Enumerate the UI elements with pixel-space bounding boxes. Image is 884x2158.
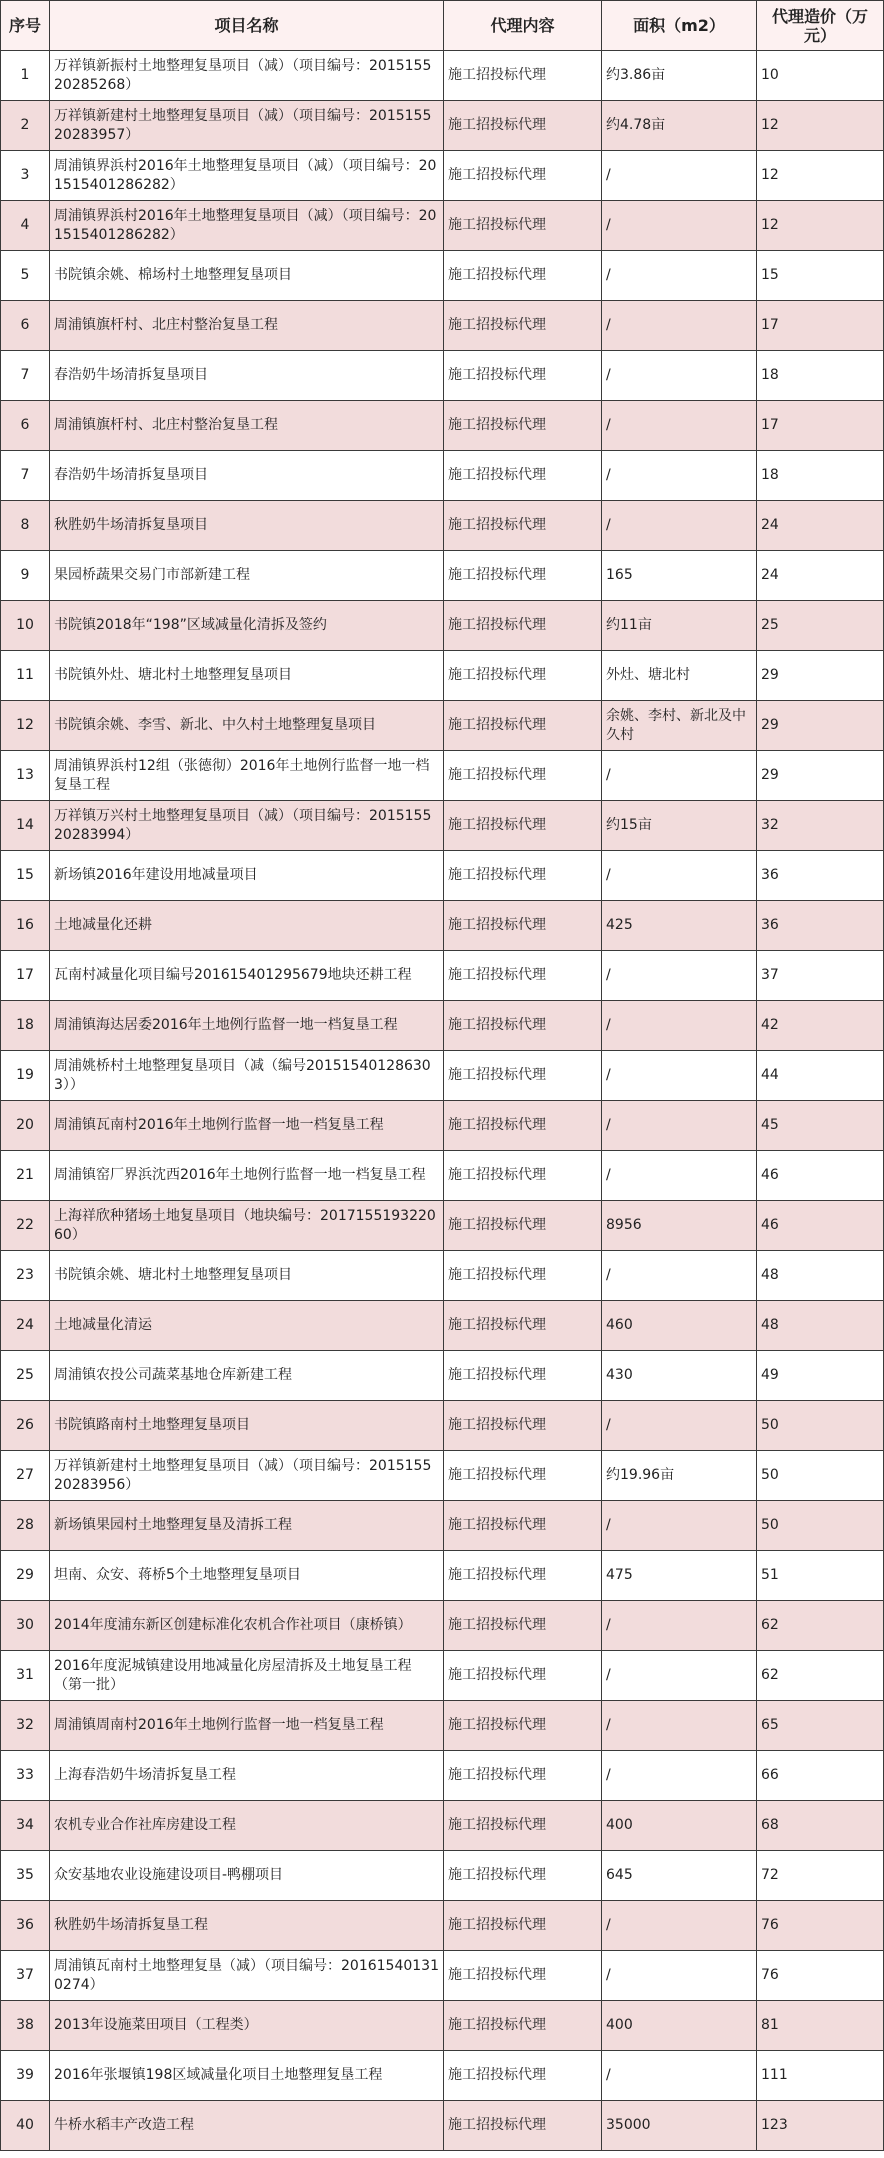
- row-index: 10: [1, 601, 50, 651]
- agency-content: 施工招投标代理: [444, 351, 602, 401]
- agency-cost: 65: [757, 1701, 884, 1751]
- project-name: 秋胜奶牛场清拆复垦工程: [50, 1901, 444, 1951]
- agency-content: 施工招投标代理: [444, 1751, 602, 1801]
- project-name: 坦南、众安、蒋桥5个土地整理复垦项目: [50, 1551, 444, 1601]
- area: 400: [602, 2001, 757, 2051]
- project-name: 2016年度泥城镇建设用地减量化房屋清拆及土地复垦工程（第一批）: [50, 1651, 444, 1701]
- project-name: 周浦镇瓦南村2016年土地例行监督一地一档复垦工程: [50, 1101, 444, 1151]
- agency-cost: 66: [757, 1751, 884, 1801]
- table-row: [1, 801, 884, 851]
- row-index: 5: [1, 251, 50, 301]
- project-name: 春浩奶牛场清拆复垦项目: [50, 351, 444, 401]
- project-name: 书院镇余姚、塘北村土地整理复垦项目: [50, 1251, 444, 1301]
- table-row: [1, 2001, 884, 2051]
- agency-cost: 76: [757, 1951, 884, 2001]
- table-row: [1, 201, 884, 251]
- project-name: 2013年设施菜田项目（工程类）: [50, 2001, 444, 2051]
- row-index: 23: [1, 1251, 50, 1301]
- project-name: 2016年张堰镇198区域减量化项目土地整理复垦工程: [50, 2051, 444, 2101]
- agency-cost: 51: [757, 1551, 884, 1601]
- project-name: 书院镇余姚、李雪、新北、中久村土地整理复垦项目: [50, 701, 444, 751]
- project-name: 万祥镇新建村土地整理复垦项目（减）（项目编号：201515520283956）: [50, 1451, 444, 1501]
- row-index: 32: [1, 1701, 50, 1751]
- area: /: [602, 301, 757, 351]
- table-row: [1, 1001, 884, 1051]
- agency-cost: 15: [757, 251, 884, 301]
- table-row: [1, 451, 884, 501]
- agency-content: 施工招投标代理: [444, 251, 602, 301]
- table-row: [1, 251, 884, 301]
- table-row: [1, 1051, 884, 1101]
- area: /: [602, 1751, 757, 1801]
- agency-content: 施工招投标代理: [444, 1451, 602, 1501]
- agency-content: 施工招投标代理: [444, 701, 602, 751]
- project-name: 周浦镇周南村2016年土地例行监督一地一档复垦工程: [50, 1701, 444, 1751]
- row-index: 28: [1, 1501, 50, 1551]
- agency-content: 施工招投标代理: [444, 551, 602, 601]
- area: 约11亩: [602, 601, 757, 651]
- area: 约15亩: [602, 801, 757, 851]
- table-row: [1, 1951, 884, 2001]
- row-index: 39: [1, 2051, 50, 2101]
- project-name: 2014年度浦东新区创建标准化农机合作社项目（康桥镇）: [50, 1601, 444, 1651]
- area: /: [602, 751, 757, 801]
- table-body: [1, 51, 884, 2151]
- table-row: [1, 1901, 884, 1951]
- table-row: [1, 101, 884, 151]
- area: 460: [602, 1301, 757, 1351]
- row-index: 29: [1, 1551, 50, 1601]
- table-row: [1, 1701, 884, 1751]
- project-name: 果园桥蔬果交易门市部新建工程: [50, 551, 444, 601]
- table-row: [1, 1851, 884, 1901]
- project-name: 上海祥欣种猪场土地复垦项目（地块编号：201715519322060）: [50, 1201, 444, 1251]
- table-row: [1, 351, 884, 401]
- table-row: [1, 1651, 884, 1701]
- agency-cost: 46: [757, 1201, 884, 1251]
- table-row: [1, 1351, 884, 1401]
- agency-content: 施工招投标代理: [444, 1351, 602, 1401]
- area: /: [602, 1601, 757, 1651]
- area: /: [602, 1001, 757, 1051]
- row-index: 37: [1, 1951, 50, 2001]
- area: /: [602, 501, 757, 551]
- agency-content: 施工招投标代理: [444, 1101, 602, 1151]
- row-index: 4: [1, 201, 50, 251]
- table-row: [1, 1301, 884, 1351]
- agency-cost: 17: [757, 301, 884, 351]
- table-row: [1, 1251, 884, 1301]
- row-index: 9: [1, 551, 50, 601]
- agency-cost: 10: [757, 51, 884, 101]
- table-row: [1, 551, 884, 601]
- row-index: 25: [1, 1351, 50, 1401]
- agency-cost: 24: [757, 551, 884, 601]
- row-index: 34: [1, 1801, 50, 1851]
- agency-content: 施工招投标代理: [444, 901, 602, 951]
- area: /: [602, 351, 757, 401]
- agency-cost: 17: [757, 401, 884, 451]
- area: 外灶、塘北村: [602, 651, 757, 701]
- row-index: 30: [1, 1601, 50, 1651]
- area: /: [602, 1151, 757, 1201]
- agency-content: 施工招投标代理: [444, 1651, 602, 1701]
- area: /: [602, 951, 757, 1001]
- project-name: 周浦镇界浜村2016年土地整理复垦项目（减）（项目编号：201515401286282）: [50, 151, 444, 201]
- area: 165: [602, 551, 757, 601]
- row-index: 11: [1, 651, 50, 701]
- row-index: 7: [1, 451, 50, 501]
- project-name: 众安基地农业设施建设项目-鸭棚项目: [50, 1851, 444, 1901]
- agency-content: 施工招投标代理: [444, 451, 602, 501]
- agency-content: 施工招投标代理: [444, 651, 602, 701]
- area: 余姚、李村、新北及中久村: [602, 701, 757, 751]
- row-index: 3: [1, 151, 50, 201]
- agency-cost: 36: [757, 851, 884, 901]
- agency-content: 施工招投标代理: [444, 301, 602, 351]
- row-index: 24: [1, 1301, 50, 1351]
- project-name: 周浦姚桥村土地整理复垦项目（减（编号201515401286303））: [50, 1051, 444, 1101]
- agency-cost: 62: [757, 1651, 884, 1701]
- agency-content: 施工招投标代理: [444, 201, 602, 251]
- agency-content: 施工招投标代理: [444, 801, 602, 851]
- row-index: 31: [1, 1651, 50, 1701]
- area: 约4.78亩: [602, 101, 757, 151]
- project-name: 周浦镇瓦南村土地整理复垦（减）（项目编号：201615401310274）: [50, 1951, 444, 2001]
- agency-cost: 12: [757, 101, 884, 151]
- agency-cost: 24: [757, 501, 884, 551]
- project-name: 万祥镇新建村土地整理复垦项目（减）（项目编号：201515520283957）: [50, 101, 444, 151]
- area: 400: [602, 1801, 757, 1851]
- table-row: [1, 1101, 884, 1151]
- agency-content: 施工招投标代理: [444, 2101, 602, 2151]
- area: /: [602, 451, 757, 501]
- agency-cost: 111: [757, 2051, 884, 2101]
- table-row: [1, 2051, 884, 2101]
- row-index: 13: [1, 751, 50, 801]
- row-index: 36: [1, 1901, 50, 1951]
- project-name: 万祥镇万兴村土地整理复垦项目（减）（项目编号：201515520283994）: [50, 801, 444, 851]
- area: 425: [602, 901, 757, 951]
- project-name: 书院镇2018年“198”区域减量化清拆及签约: [50, 601, 444, 651]
- agency-cost: 50: [757, 1401, 884, 1451]
- area: /: [602, 151, 757, 201]
- agency-cost: 50: [757, 1501, 884, 1551]
- area: /: [602, 1951, 757, 2001]
- project-name: 书院镇余姚、棉场村土地整理复垦项目: [50, 251, 444, 301]
- area: /: [602, 1651, 757, 1701]
- row-index: 17: [1, 951, 50, 1001]
- agency-cost: 48: [757, 1251, 884, 1301]
- agency-content: 施工招投标代理: [444, 1501, 602, 1551]
- row-index: 2: [1, 101, 50, 151]
- project-name: 周浦镇窑厂界浜沈西2016年土地例行监督一地一档复垦工程: [50, 1151, 444, 1201]
- area: /: [602, 851, 757, 901]
- agency-content: 施工招投标代理: [444, 751, 602, 801]
- row-index: 20: [1, 1101, 50, 1151]
- agency-cost: 29: [757, 751, 884, 801]
- row-index: 18: [1, 1001, 50, 1051]
- row-index: 27: [1, 1451, 50, 1501]
- project-name: 周浦镇界浜村12组（张德彻）2016年土地例行监督一地一档复垦工程: [50, 751, 444, 801]
- project-name: 周浦镇农投公司蔬菜基地仓库新建工程: [50, 1351, 444, 1401]
- row-index: 12: [1, 701, 50, 751]
- area: 约19.96亩: [602, 1451, 757, 1501]
- area: /: [602, 1901, 757, 1951]
- agency-content: 施工招投标代理: [444, 1901, 602, 1951]
- table-row: [1, 2101, 884, 2151]
- agency-content: 施工招投标代理: [444, 1851, 602, 1901]
- agency-content: 施工招投标代理: [444, 851, 602, 901]
- agency-cost: 49: [757, 1351, 884, 1401]
- agency-cost: 76: [757, 1901, 884, 1951]
- header-project-name: 项目名称: [50, 1, 444, 51]
- table-row: [1, 1501, 884, 1551]
- project-name: 秋胜奶牛场清拆复垦项目: [50, 501, 444, 551]
- area: /: [602, 1251, 757, 1301]
- row-index: 22: [1, 1201, 50, 1251]
- area: /: [602, 1701, 757, 1751]
- agency-cost: 62: [757, 1601, 884, 1651]
- agency-cost: 18: [757, 451, 884, 501]
- agency-cost: 32: [757, 801, 884, 851]
- table-row: [1, 851, 884, 901]
- project-name: 土地减量化还耕: [50, 901, 444, 951]
- row-index: 8: [1, 501, 50, 551]
- project-name: 牛桥水稻丰产改造工程: [50, 2101, 444, 2151]
- header-index: 序号: [1, 1, 50, 51]
- row-index: 14: [1, 801, 50, 851]
- area: /: [602, 1501, 757, 1551]
- agency-cost: 36: [757, 901, 884, 951]
- row-index: 21: [1, 1151, 50, 1201]
- table-row: [1, 1451, 884, 1501]
- agency-content: 施工招投标代理: [444, 401, 602, 451]
- table-row: [1, 1401, 884, 1451]
- project-name: 周浦镇旗杆村、北庄村整治复垦工程: [50, 301, 444, 351]
- agency-cost: 37: [757, 951, 884, 1001]
- row-index: 1: [1, 51, 50, 101]
- project-name: 瓦南村减量化项目编号201615401295679地块还耕工程: [50, 951, 444, 1001]
- agency-cost: 44: [757, 1051, 884, 1101]
- agency-content: 施工招投标代理: [444, 1051, 602, 1101]
- row-index: 40: [1, 2101, 50, 2151]
- project-name: 新场镇果园村土地整理复垦及清拆工程: [50, 1501, 444, 1551]
- table-row: [1, 51, 884, 101]
- area: /: [602, 2051, 757, 2101]
- table-row: [1, 301, 884, 351]
- table-row: [1, 651, 884, 701]
- table-row: [1, 1801, 884, 1851]
- header-area: 面积（m2）: [602, 1, 757, 51]
- agency-content: 施工招投标代理: [444, 1401, 602, 1451]
- agency-cost: 12: [757, 201, 884, 251]
- agency-content: 施工招投标代理: [444, 951, 602, 1001]
- agency-content: 施工招投标代理: [444, 601, 602, 651]
- project-name: 书院镇路南村土地整理复垦项目: [50, 1401, 444, 1451]
- row-index: 33: [1, 1751, 50, 1801]
- agency-content: 施工招投标代理: [444, 1251, 602, 1301]
- table-row: [1, 1151, 884, 1201]
- agency-content: 施工招投标代理: [444, 51, 602, 101]
- area: 475: [602, 1551, 757, 1601]
- agency-content: 施工招投标代理: [444, 1301, 602, 1351]
- row-index: 6: [1, 301, 50, 351]
- area: 8956: [602, 1201, 757, 1251]
- agency-cost: 72: [757, 1851, 884, 1901]
- agency-content: 施工招投标代理: [444, 2001, 602, 2051]
- project-name: 新场镇2016年建设用地减量项目: [50, 851, 444, 901]
- table-row: [1, 1201, 884, 1251]
- row-index: 19: [1, 1051, 50, 1101]
- agency-content: 施工招投标代理: [444, 151, 602, 201]
- agency-cost: 48: [757, 1301, 884, 1351]
- agency-cost: 45: [757, 1101, 884, 1151]
- agency-cost: 29: [757, 701, 884, 751]
- agency-content: 施工招投标代理: [444, 1801, 602, 1851]
- agency-cost: 46: [757, 1151, 884, 1201]
- project-name: 周浦镇海达居委2016年土地例行监督一地一档复垦工程: [50, 1001, 444, 1051]
- agency-content: 施工招投标代理: [444, 101, 602, 151]
- area: /: [602, 251, 757, 301]
- table-row: [1, 751, 884, 801]
- project-name: 书院镇外灶、塘北村土地整理复垦项目: [50, 651, 444, 701]
- area: /: [602, 401, 757, 451]
- project-name: 春浩奶牛场清拆复垦项目: [50, 451, 444, 501]
- agency-cost: 68: [757, 1801, 884, 1851]
- agency-content: 施工招投标代理: [444, 2051, 602, 2101]
- table-row: [1, 1751, 884, 1801]
- table-row: [1, 1551, 884, 1601]
- project-name: 农机专业合作社库房建设工程: [50, 1801, 444, 1851]
- agency-cost: 29: [757, 651, 884, 701]
- table-row: [1, 701, 884, 751]
- table-row: [1, 501, 884, 551]
- row-index: 6: [1, 401, 50, 451]
- project-name: 周浦镇旗杆村、北庄村整治复垦工程: [50, 401, 444, 451]
- row-index: 7: [1, 351, 50, 401]
- area: /: [602, 1101, 757, 1151]
- agency-content: 施工招投标代理: [444, 1601, 602, 1651]
- table-row: [1, 1601, 884, 1651]
- area: /: [602, 1401, 757, 1451]
- agency-content: 施工招投标代理: [444, 1701, 602, 1751]
- agency-content: 施工招投标代理: [444, 501, 602, 551]
- table-row: [1, 601, 884, 651]
- agency-cost: 42: [757, 1001, 884, 1051]
- agency-cost: 18: [757, 351, 884, 401]
- area: 645: [602, 1851, 757, 1901]
- project-name: 周浦镇界浜村2016年土地整理复垦项目（减）（项目编号：201515401286282）: [50, 201, 444, 251]
- row-index: 35: [1, 1851, 50, 1901]
- area: /: [602, 201, 757, 251]
- row-index: 16: [1, 901, 50, 951]
- agency-content: 施工招投标代理: [444, 1151, 602, 1201]
- table-row: [1, 951, 884, 1001]
- table-row: [1, 151, 884, 201]
- table-row: [1, 401, 884, 451]
- table-row: [1, 901, 884, 951]
- agency-content: 施工招投标代理: [444, 1001, 602, 1051]
- agency-content: 施工招投标代理: [444, 1551, 602, 1601]
- area: /: [602, 1051, 757, 1101]
- agency-cost: 81: [757, 2001, 884, 2051]
- header-row: [1, 1, 884, 51]
- area: 430: [602, 1351, 757, 1401]
- header-agency-content: 代理内容: [444, 1, 602, 51]
- project-name: 上海春浩奶牛场清拆复垦工程: [50, 1751, 444, 1801]
- agency-content: 施工招投标代理: [444, 1951, 602, 2001]
- row-index: 38: [1, 2001, 50, 2051]
- area: 约3.86亩: [602, 51, 757, 101]
- row-index: 15: [1, 851, 50, 901]
- agency-cost: 123: [757, 2101, 884, 2151]
- area: 35000: [602, 2101, 757, 2151]
- agency-content: 施工招投标代理: [444, 1201, 602, 1251]
- agency-cost: 25: [757, 601, 884, 651]
- project-name: 万祥镇新振村土地整理复垦项目（减）（项目编号：201515520285268）: [50, 51, 444, 101]
- project-name: 土地减量化清运: [50, 1301, 444, 1351]
- agency-cost: 12: [757, 151, 884, 201]
- header-agency-cost: 代理造价（万元）: [757, 1, 884, 51]
- row-index: 26: [1, 1401, 50, 1451]
- agency-cost: 50: [757, 1451, 884, 1501]
